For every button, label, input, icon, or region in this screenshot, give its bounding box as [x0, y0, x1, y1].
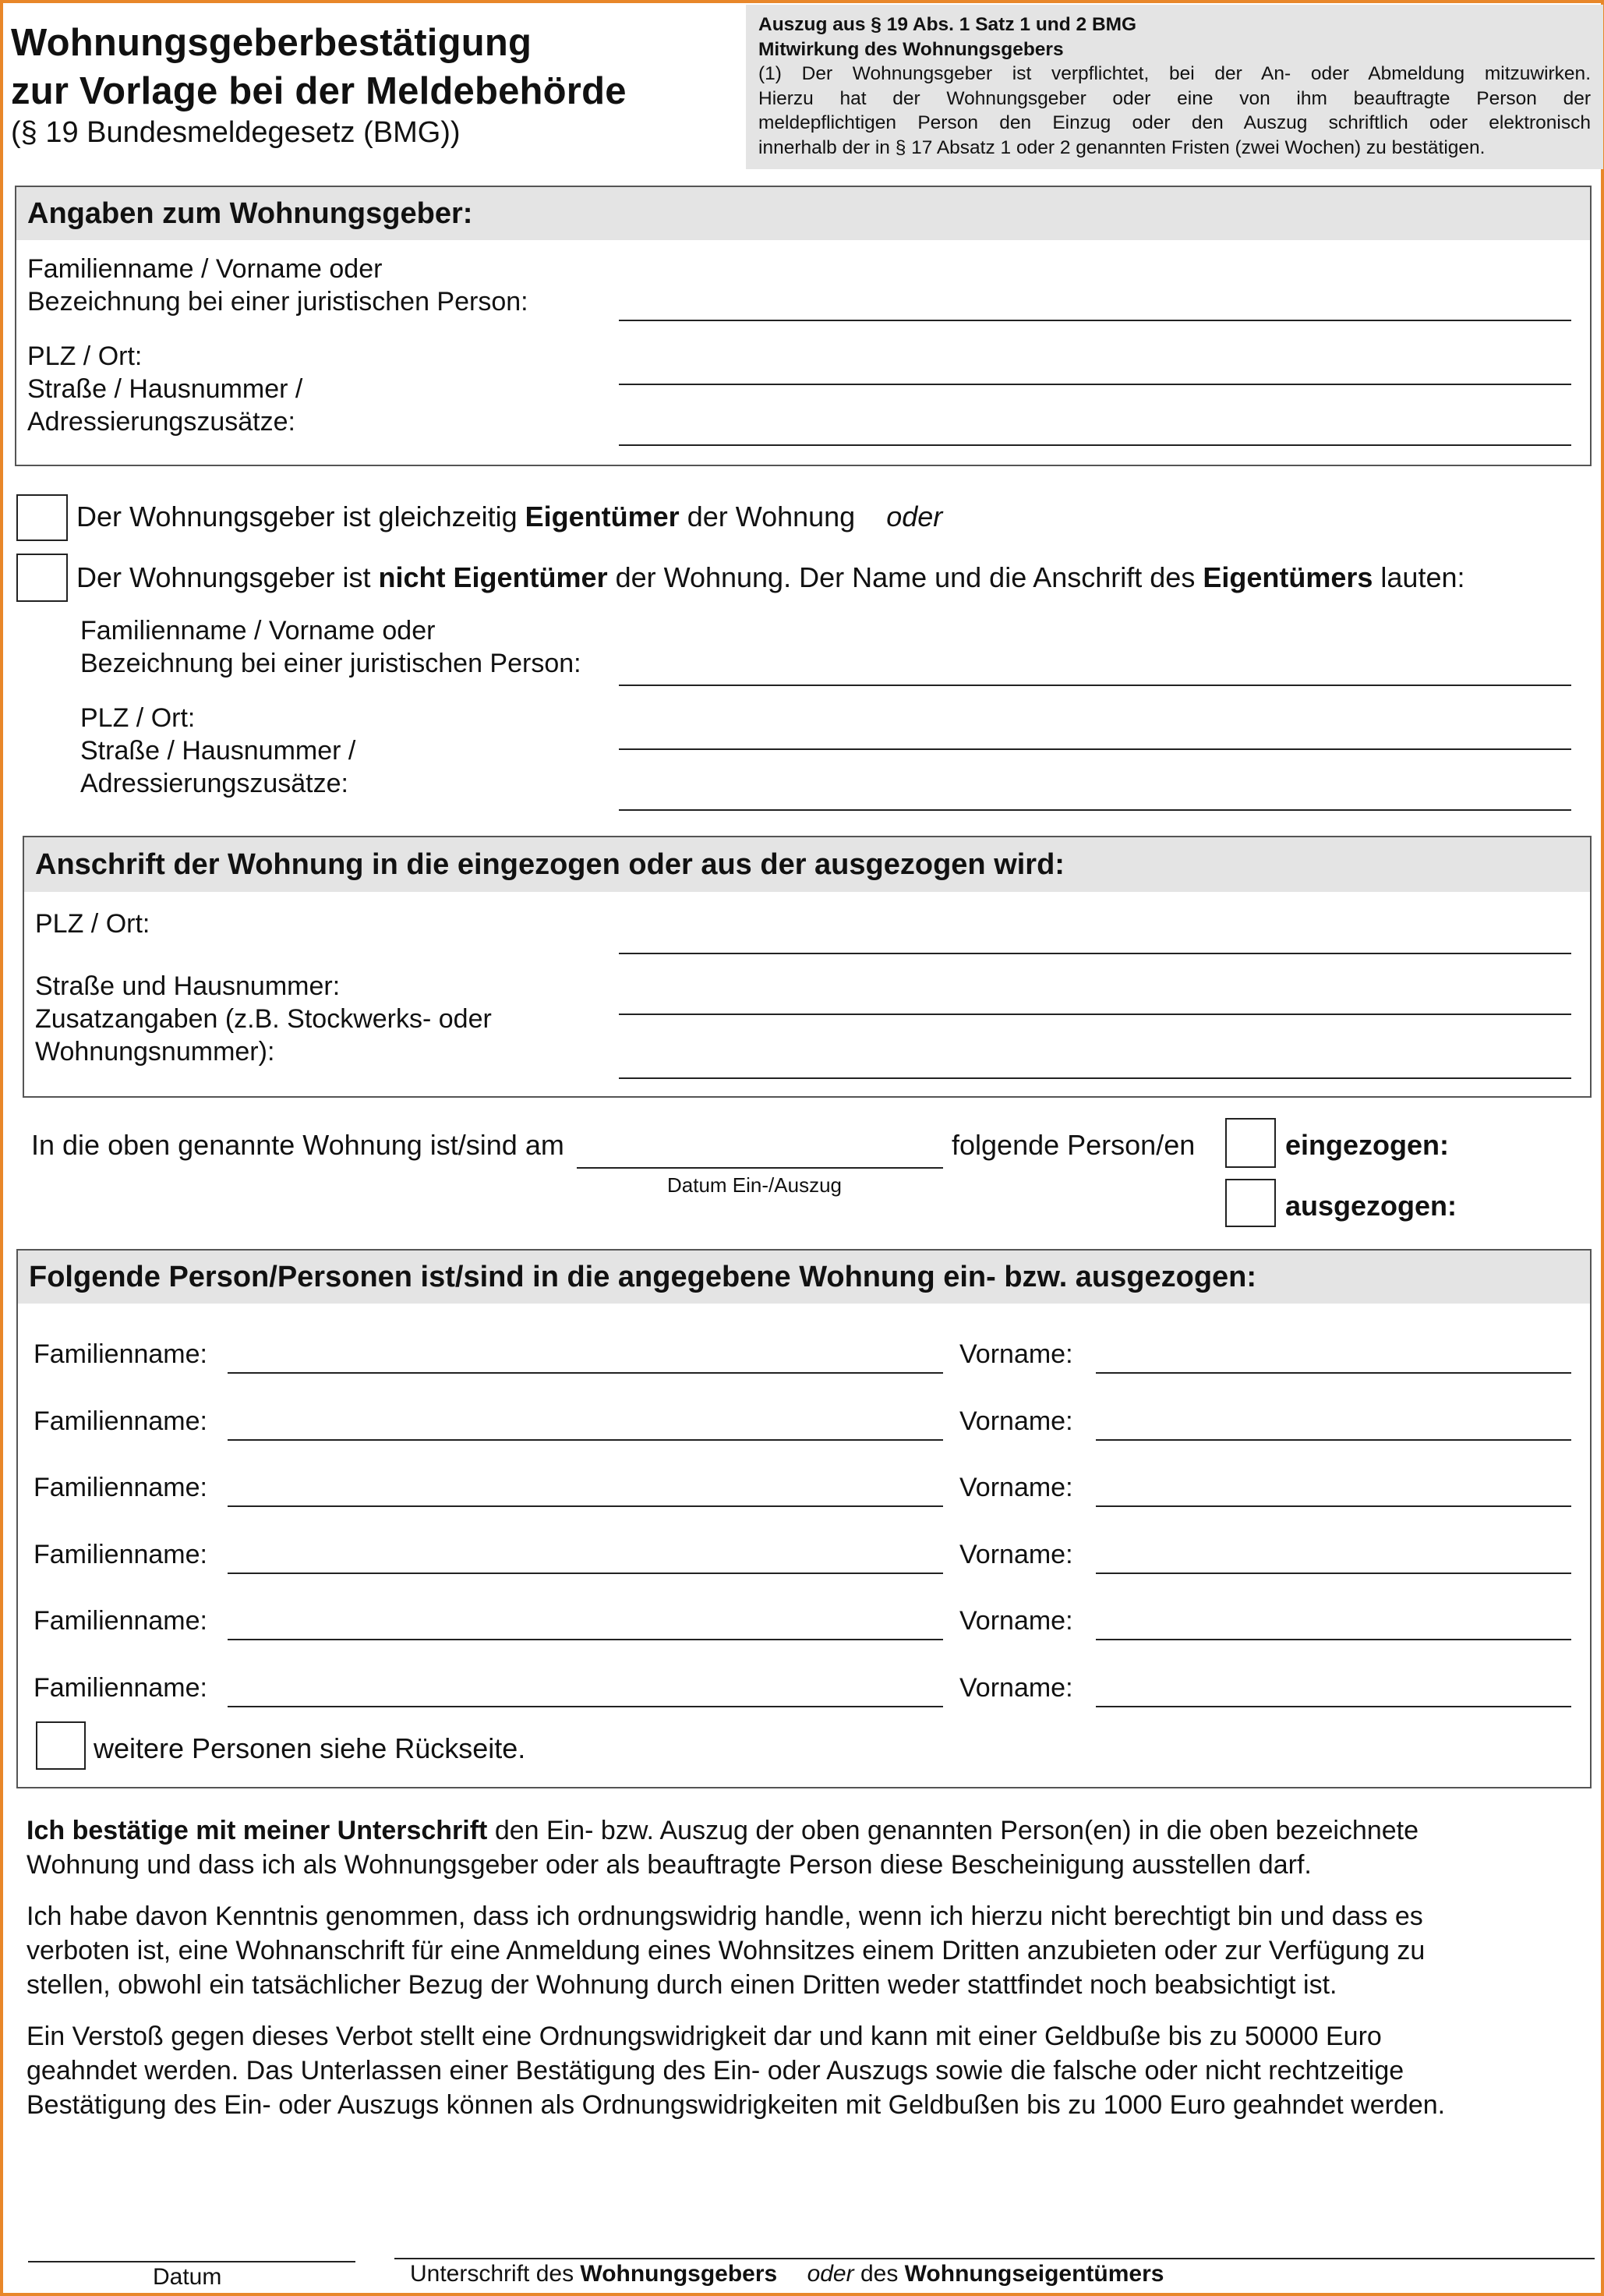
more-persons-checkbox[interactable]: [36, 1721, 86, 1770]
penalty-line-3: Bestätigung des Ein- oder Auszugs können als Ordnungswidrigkeiten mit Geldbußen bis zu 1000 Euro geahndet werden.: [26, 2090, 1446, 2120]
excerpt-line-3: meldepflichtigen Person den Einzug oder den Auszug schriftlich oder elektronisch: [758, 112, 1591, 133]
signature-label-des: des: [853, 2261, 905, 2287]
landlord-heading: Angaben zum Wohnungsgeber:: [16, 187, 1590, 240]
notice-line-1: Ich habe davon Kenntnis genommen, dass ich ordnungswidrig handle, wenn ich hierzu nicht berechtigt bin und dass es: [26, 1902, 1423, 1931]
landlord-address-label: [27, 340, 302, 438]
landlord-name-label: [27, 253, 528, 318]
signature-label-text: Unterschrift des: [410, 2261, 581, 2287]
persons-heading: Folgende Person/Personen ist/sind in die angegebene Wohnung ein- bzw. ausgezogen:: [18, 1251, 1590, 1304]
person-last-name-label: Familienname:: [34, 1339, 207, 1369]
excerpt-line-1: (1) Der Wohnungsgeber ist verpflichtet, bei der An- oder Abmeldung mitzuwirken.: [758, 63, 1591, 84]
signature-date-field[interactable]: [28, 2261, 355, 2262]
persons-section: [16, 1249, 1592, 1788]
confirmation-bold: Ich bestätige mit meiner Unterschrift: [26, 1816, 488, 1845]
person-first-name-field[interactable]: [1096, 1706, 1571, 1707]
landlord-address-field-1[interactable]: [619, 384, 1571, 385]
person-last-name-field[interactable]: [228, 1505, 943, 1507]
owner-option-2-bold-owner: Eigentümers: [1203, 561, 1373, 593]
person-first-name-label: Vorname:: [959, 1406, 1073, 1436]
owner-option-2: [76, 561, 1465, 594]
excerpt-line-2: Hierzu hat der Wohnungsgeber oder eine von ihm beauftragte Person der: [758, 87, 1591, 109]
owner-option-1-bold: Eigentümer: [525, 501, 680, 532]
confirmation-paragraph-3: [26, 2019, 1582, 2122]
person-last-name-label: Familienname:: [34, 1473, 207, 1502]
person-first-name-label: Vorname:: [959, 1473, 1073, 1502]
more-persons-label: weitere Personen siehe Rückseite.: [94, 1732, 526, 1764]
landlord-name-field[interactable]: [619, 320, 1571, 321]
owner-address-field-1[interactable]: [619, 748, 1571, 750]
person-first-name-field[interactable]: [1096, 1439, 1571, 1441]
apartment-street-label: [35, 970, 492, 1068]
landlord-name-label-1: Familienname / Vorname oder: [27, 254, 383, 284]
moving-persons-text: folgende Person/en: [952, 1129, 1196, 1161]
signature-label-or: oder: [807, 2261, 854, 2287]
person-first-name-field[interactable]: [1096, 1505, 1571, 1507]
owner-option-2-text: Der Wohnungsgeber ist: [76, 561, 379, 593]
person-last-name-label: Familienname:: [34, 1539, 207, 1569]
owner-name-label: [80, 614, 581, 680]
moved-in-label: eingezogen:: [1285, 1129, 1450, 1161]
landlord-address-label-2: Straße / Hausnummer /: [27, 374, 303, 404]
owner-address-label-1: PLZ / Ort:: [80, 703, 196, 733]
notice-line-2: verboten ist, eine Wohnanschrift für eine Anmeldung eines Wohnsitzes einem Dritten anzubieten oder zur Verfügung zu: [26, 1936, 1426, 1965]
signature-date-label: Datum: [153, 2264, 222, 2290]
owner-option-1: [76, 501, 942, 533]
person-first-name-field[interactable]: [1096, 1372, 1571, 1374]
form-subtitle: (§ 19 Bundesmeldegesetz (BMG)): [11, 116, 461, 149]
confirmation-paragraph-2: [26, 1899, 1582, 2002]
person-last-name-label: Familienname:: [34, 1672, 207, 1703]
penalty-line-2: geahndet werden. Das Unterlassen einer Bestätigung des Ein- oder Auszugs sowie die falsche oder nicht rechtzeitige: [26, 2056, 1404, 2086]
apartment-street-label-3: Wohnungsnummer):: [35, 1037, 275, 1067]
apartment-street-label-2: Zusatzangaben (z.B. Stockwerks- oder: [35, 1004, 492, 1034]
landlord-address-field-2[interactable]: [619, 444, 1571, 446]
signature-label-landlord: Wohnungsgebers: [580, 2261, 778, 2287]
excerpt-line-4: innerhalb der in § 17 Absatz 1 oder 2 genannten Fristen (zwei Wochen) zu bestätigen.: [758, 136, 1486, 158]
owner-address-label-2: Straße / Hausnummer /: [80, 736, 356, 766]
owner-address-field-2[interactable]: [619, 809, 1571, 811]
title-line-2: zur Vorlage bei der Meldebehörde: [11, 70, 627, 112]
moved-in-checkbox[interactable]: [1225, 1118, 1276, 1168]
signature-label-owner: Wohnungseigentümers: [904, 2261, 1164, 2287]
apartment-street-field-2[interactable]: [619, 1077, 1571, 1079]
landlord-section: [15, 186, 1592, 466]
landlord-name-label-2: Bezeichnung bei einer juristischen Person:: [27, 287, 528, 317]
excerpt-heading-1: Auszug aus § 19 Abs. 1 Satz 1 und 2 BMG: [758, 14, 1137, 35]
confirmation-paragraph-1: [26, 1813, 1582, 1882]
moved-out-label: ausgezogen:: [1285, 1190, 1457, 1222]
person-first-name-label: Vorname:: [959, 1339, 1073, 1369]
owner-name-label-2: Bezeichnung bei einer juristischen Person:: [80, 649, 581, 678]
landlord-address-label-1: PLZ / Ort:: [27, 341, 143, 371]
owner-name-label-1: Familienname / Vorname oder: [80, 616, 436, 646]
title-line-1: Wohnungsgeberbestätigung: [11, 22, 532, 64]
person-last-name-field[interactable]: [228, 1372, 943, 1374]
landlord-address-label-3: Adressierungszusätze:: [27, 407, 295, 437]
person-last-name-field[interactable]: [228, 1573, 943, 1574]
owner-address-label: [80, 702, 355, 800]
notice-line-3: stellen, obwohl ein tatsächlicher Bezug der Wohnung durch einen Dritten weder stattfindet noch beabsichtigt ist.: [26, 1970, 1337, 2000]
apartment-heading: Anschrift der Wohnung in die eingezogen oder aus der ausgezogen wird:: [24, 837, 1590, 892]
person-first-name-field[interactable]: [1096, 1573, 1571, 1574]
excerpt-heading-2: Mitwirkung des Wohnungsgebers: [758, 38, 1064, 60]
apartment-section: [23, 836, 1592, 1098]
owner-name-field[interactable]: [619, 685, 1571, 686]
confirmation-text: den Ein- bzw. Auszug der oben genannten Person(en) in die oben bezeichnete: [487, 1816, 1419, 1845]
owner-option-or: oder: [886, 501, 943, 532]
signature-field[interactable]: [394, 2258, 1595, 2259]
apartment-street-label-1: Straße und Hausnummer:: [35, 971, 341, 1001]
form-title: [11, 19, 627, 150]
moving-intro-text: In die oben genannte Wohnung ist/sind am: [31, 1129, 564, 1161]
person-last-name-label: Familienname:: [34, 1606, 207, 1636]
person-last-name-field[interactable]: [228, 1706, 943, 1707]
owner-is-landlord-checkbox[interactable]: [16, 494, 68, 541]
apartment-street-field-1[interactable]: [619, 1014, 1571, 1015]
owner-address-label-3: Adressierungszusätze:: [80, 769, 348, 798]
moved-out-checkbox[interactable]: [1225, 1179, 1276, 1227]
person-last-name-field[interactable]: [228, 1639, 943, 1640]
owner-not-landlord-checkbox[interactable]: [16, 554, 68, 602]
person-last-name-label: Familienname:: [34, 1406, 207, 1436]
owner-option-1-text-end: der Wohnung: [679, 501, 856, 532]
person-first-name-label: Vorname:: [959, 1606, 1073, 1636]
apartment-plz-label: PLZ / Ort:: [35, 909, 150, 939]
owner-option-1-text: Der Wohnungsgeber ist gleichzeitig: [76, 501, 525, 532]
person-first-name-label: Vorname:: [959, 1672, 1073, 1703]
signature-label: [410, 2261, 1164, 2287]
owner-option-2-bold: nicht Eigentümer: [378, 561, 608, 593]
moving-date-field[interactable]: [577, 1167, 943, 1169]
person-last-name-field[interactable]: [228, 1439, 943, 1441]
penalty-line-1: Ein Verstoß gegen dieses Verbot stellt eine Ordnungswidrigkeit dar und kann mit einer Geldbuße bis zu 50000 Euro: [26, 2022, 1382, 2051]
apartment-plz-field[interactable]: [619, 953, 1571, 954]
person-first-name-field[interactable]: [1096, 1639, 1571, 1640]
moving-date-caption: Datum Ein-/Auszug: [667, 1173, 842, 1197]
owner-option-2-text-end: lauten:: [1373, 561, 1465, 593]
law-excerpt: [746, 5, 1603, 169]
owner-option-2-text-mid: der Wohnung. Der Name und die Anschrift des: [607, 561, 1203, 593]
confirmation-line-2: Wohnung und dass ich als Wohnungsgeber oder als beauftragte Person diese Bescheinigung ausstellen darf.: [26, 1850, 1312, 1880]
person-first-name-label: Vorname:: [959, 1539, 1073, 1569]
